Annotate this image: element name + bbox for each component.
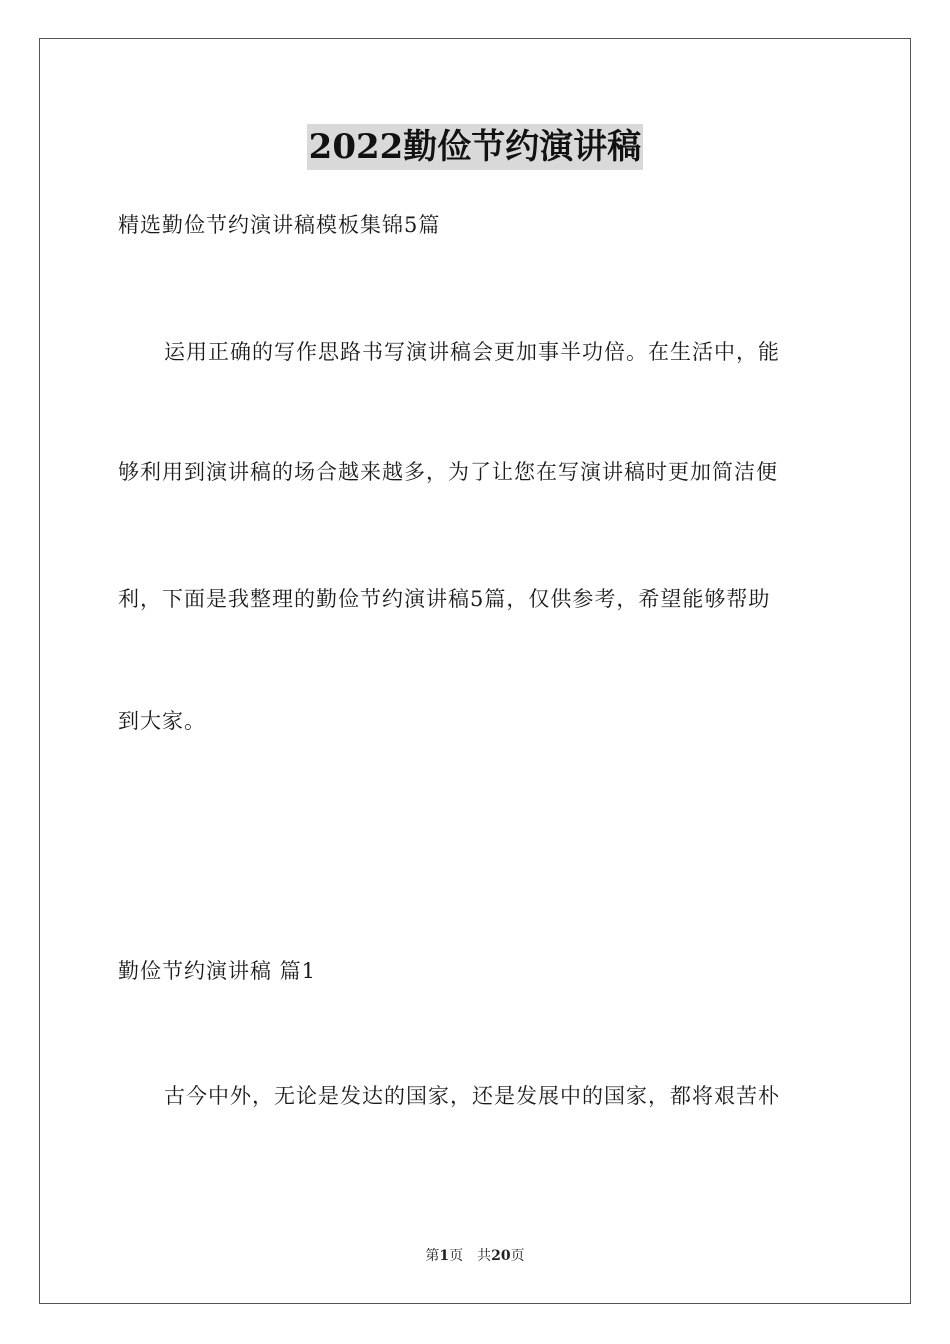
title-container <box>0 124 950 170</box>
intro-line-4: 到大家。 <box>118 709 206 733</box>
document-subtitle: 精选勤俭节约演讲稿模板集锦5篇 <box>118 213 441 237</box>
intro-line-1: 运用正确的写作思路书写演讲稿会更加事半功倍。在生活中，能 <box>164 340 780 364</box>
page-footer <box>0 1246 950 1266</box>
footer-page-number: 1 <box>439 1248 450 1264</box>
footer-total-pages: 20 <box>491 1248 511 1264</box>
intro-line-3: 利，下面是我整理的勤俭节约演讲稿5篇，仅供参考，希望能够帮助 <box>118 587 771 611</box>
footer-page-suffix: 页 <box>449 1248 464 1264</box>
footer-total-prefix: 共 <box>477 1248 492 1264</box>
document-title: 2022勤俭节约演讲稿 <box>307 124 644 170</box>
footer-page-prefix: 第 <box>425 1248 440 1264</box>
footer-total-suffix: 页 <box>510 1248 525 1264</box>
intro-line-2: 够利用到演讲稿的场合越来越多，为了让您在写演讲稿时更加简洁便 <box>118 460 778 484</box>
section-body-line-1: 古今中外，无论是发达的国家，还是发展中的国家，都将艰苦朴 <box>164 1084 780 1108</box>
section-heading: 勤俭节约演讲稿 篇1 <box>118 959 317 983</box>
